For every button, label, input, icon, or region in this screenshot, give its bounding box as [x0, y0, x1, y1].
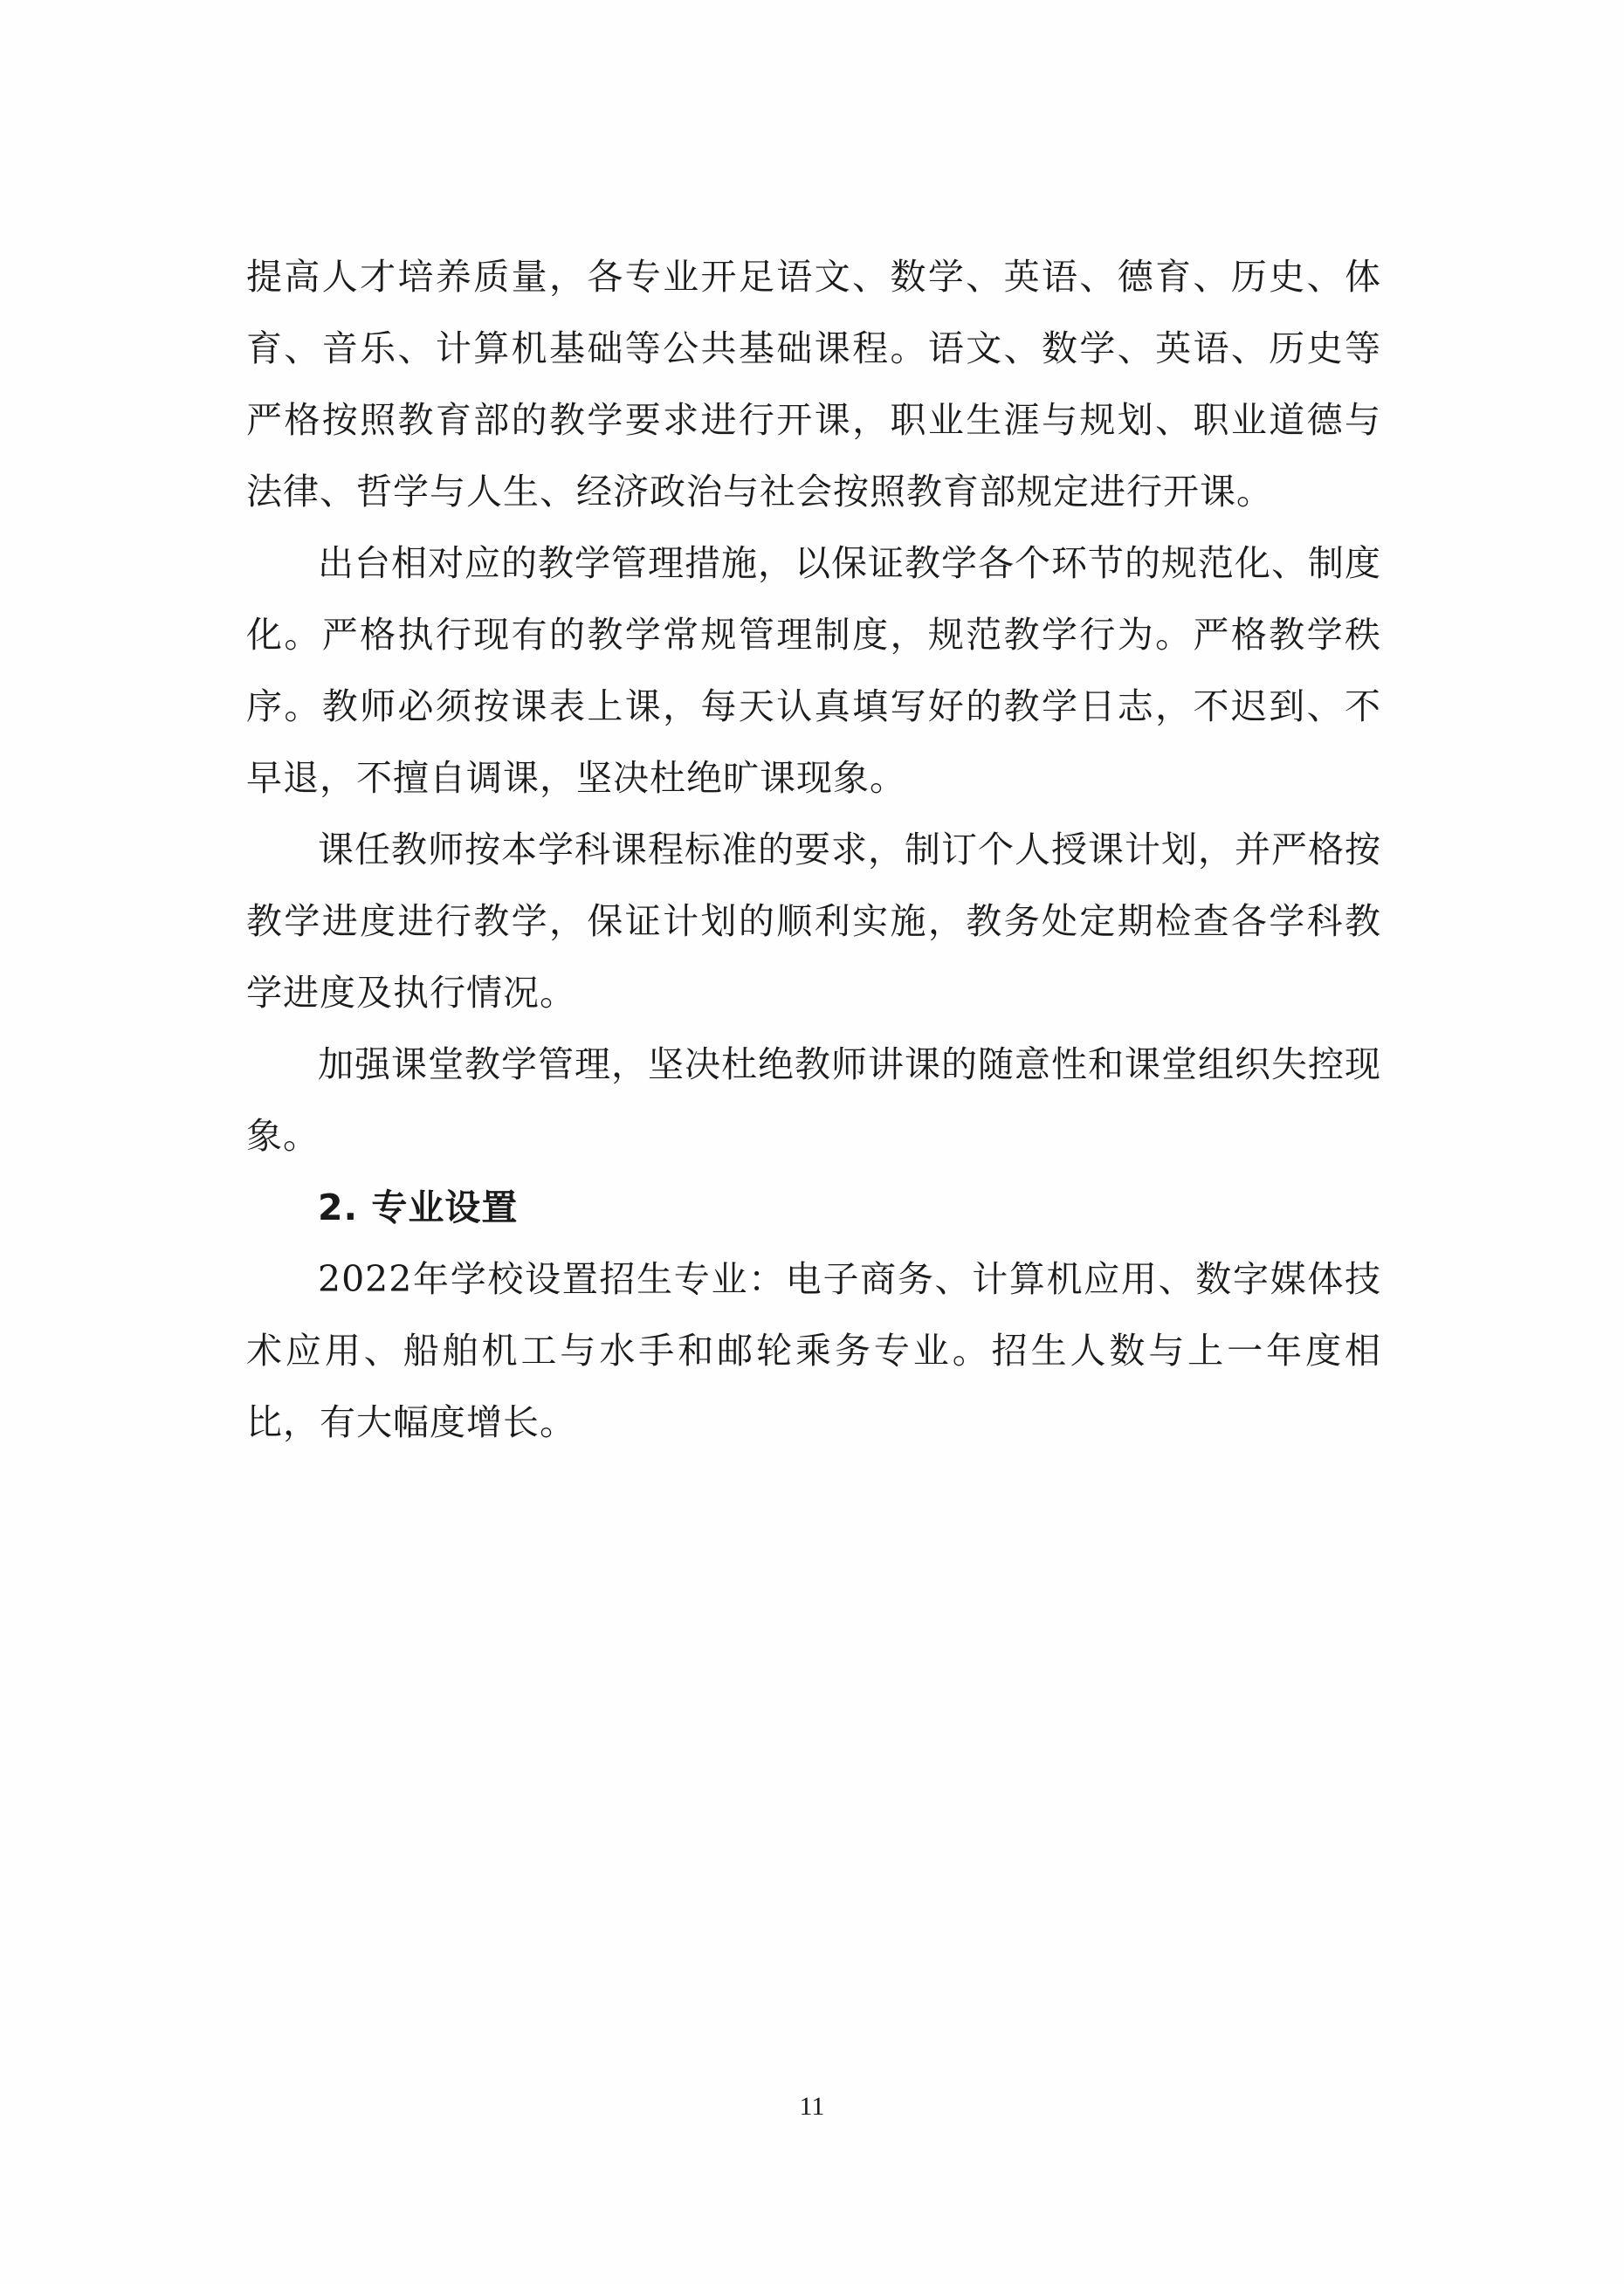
- paragraph-curriculum: 提高人才培养质量，各专业开足语文、数学、英语、德育、历史、体育、音乐、计算机基础等公共基础课程。语文、数学、英语、历史等严格按照教育部的教学要求进行开课，职业生涯与规划、职业道德与法律、哲学与人生、经济政治与社会按照教育部规定进行开课。: [246, 256, 1381, 513]
- document-body: [246, 241, 1381, 1458]
- paragraph-majors: 2022年学校设置招生专业：电子商务、计算机应用、数字媒体技术应用、船舶机工与水手和邮轮乘务专业。招生人数与上一年度相比，有大幅度增长。: [246, 1258, 1381, 1443]
- paragraph-teaching-management: 出台相对应的教学管理措施，以保证教学各个环节的规范化、制度化。严格执行现有的教学常规管理制度，规范教学行为。严格教学秩序。教师必须按课表上课，每天认真填写好的教学日志，不迟到、不早退，不擅自调课，坚决杜绝旷课现象。: [246, 542, 1381, 799]
- paragraph-classroom-management: 加强课堂教学管理，坚决杜绝教师讲课的随意性和课堂组织失控现象。: [246, 1043, 1381, 1157]
- paragraph-teaching-plan: 课任教师按本学科课程标准的要求，制订个人授课计划，并严格按教学进度进行教学，保证计划的顺利实施，教务处定期检查各学科教学进度及执行情况。: [246, 829, 1381, 1014]
- section-heading: 2. 专业设置: [318, 1187, 519, 1228]
- page-number: 11: [799, 2092, 825, 2121]
